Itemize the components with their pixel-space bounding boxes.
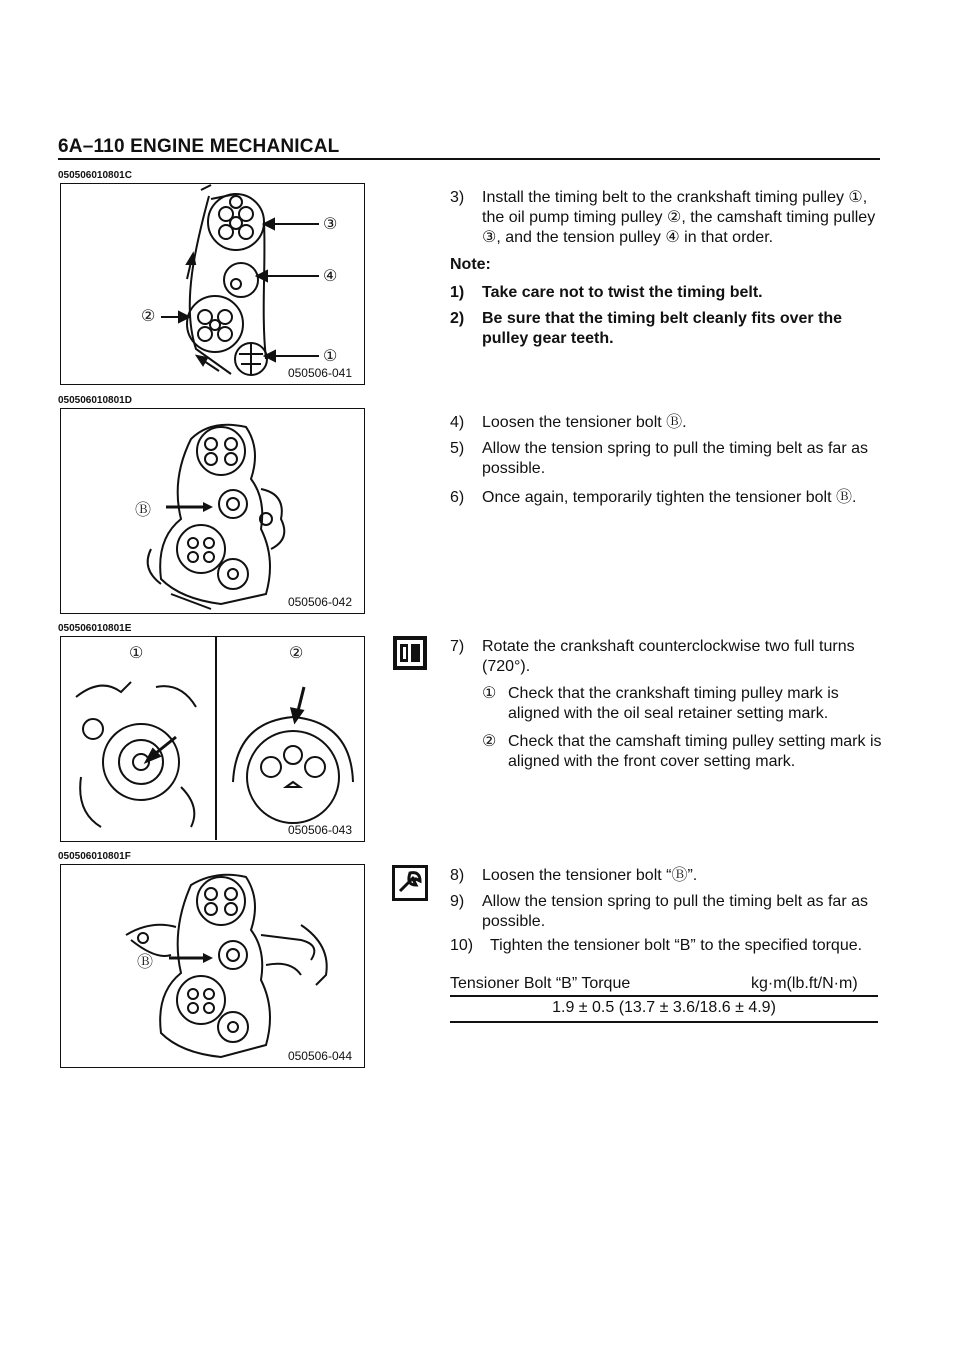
check-text: Check that the crankshaft timing pulley mark is aligned with the oil seal retainer setting mark. [508, 685, 839, 722]
step-4 [450, 413, 882, 433]
figure-number: 050506-044 [287, 1049, 352, 1063]
figure-timing-belt-routing [60, 183, 365, 385]
torque-spec-value: 1.9 ± 0.5 (13.7 ± 3.6/18.6 ± 4.9) [552, 999, 776, 1016]
step-10 [450, 936, 882, 956]
step-5 [450, 439, 882, 479]
step-text: Install the timing belt to the crankshaft timing pulley ①, the oil pump timing pulley ②, the camshaft timing pulley ③, and the tension pulley ④ in that order. [482, 189, 876, 246]
step-number: 8) [450, 867, 465, 884]
step-number: 6) [450, 489, 465, 506]
callout-2: ② [289, 645, 304, 662]
callout-b: Ⓑ [135, 502, 152, 519]
figure-tensioner-bolt [60, 408, 365, 614]
note-text: Take care not to twist the timing belt. [482, 284, 763, 301]
page-header: 6A–110 ENGINE MECHANICAL [58, 136, 340, 157]
check-mark: ② [482, 733, 497, 750]
step-text: Allow the tension spring to pull the timing belt as far as possible. [482, 440, 868, 477]
check-mark: ① [482, 685, 497, 702]
note-number: 2) [450, 310, 465, 327]
check-text: Check that the camshaft timing pulley setting mark is aligned with the front cover setting mark. [508, 733, 882, 770]
tighten-wrench-icon [392, 865, 428, 901]
header-rule [58, 158, 880, 160]
engine-front-drawing [61, 865, 363, 1066]
step-text: Loosen the tensioner bolt “Ⓑ”. [482, 867, 698, 884]
step-number: 5) [450, 440, 465, 457]
callout-2: ② [141, 308, 156, 325]
step-7 [450, 637, 882, 677]
step-text: Loosen the tensioner bolt Ⓑ. [482, 414, 687, 431]
inspect-icon [392, 635, 428, 671]
figure-tensioner-final [60, 864, 365, 1068]
step-6 [450, 488, 882, 508]
step-number: 9) [450, 893, 465, 910]
figure-number: 050506-041 [287, 366, 352, 380]
timing-marks-drawing [61, 637, 363, 840]
step-text: Rotate the crankshaft counterclockwise two full turns (720°). [482, 638, 855, 675]
figure-code: 050506010801C [58, 170, 132, 181]
figure-number: 050506-042 [287, 595, 352, 609]
torque-spec-label: Tensioner Bolt “B” Torque [450, 975, 631, 992]
callout-4: ④ [323, 268, 338, 285]
step-number: 10) [450, 937, 474, 954]
check-2 [482, 732, 882, 772]
torque-table-rule [450, 995, 878, 997]
figure-number: 050506-043 [287, 823, 352, 837]
step-3 [450, 188, 882, 248]
step-number: 3) [450, 189, 465, 206]
figure-code: 050506010801E [58, 623, 132, 634]
step-number: 7) [450, 638, 465, 655]
step-text: Once again, temporarily tighten the tensioner bolt Ⓑ. [482, 489, 857, 506]
callout-b: Ⓑ [137, 954, 154, 971]
torque-spec-unit: kg·m(lb.ft/N·m) [751, 975, 858, 992]
figure-timing-marks [60, 636, 365, 842]
timing-belt-routing-drawing [61, 184, 363, 383]
callout-1: ① [129, 645, 144, 662]
note-2 [450, 309, 882, 349]
note-title: Note: [450, 256, 491, 273]
step-8 [450, 866, 882, 886]
figure-code: 050506010801F [58, 851, 131, 862]
figure-code: 050506010801D [58, 395, 132, 406]
engine-front-drawing [61, 409, 363, 612]
note-text: Be sure that the timing belt cleanly fits over the pulley gear teeth. [482, 310, 843, 347]
step-number: 4) [450, 414, 465, 431]
step-9 [450, 892, 882, 932]
note-1 [450, 283, 882, 303]
step-text: Tighten the tensioner bolt “B” to the specified torque. [490, 937, 863, 954]
check-1 [482, 684, 882, 724]
callout-3: ③ [323, 216, 338, 233]
torque-table-rule [450, 1021, 878, 1023]
callout-1: ① [323, 348, 338, 365]
note-number: 1) [450, 284, 465, 301]
step-text: Allow the tension spring to pull the timing belt as far as possible. [482, 893, 868, 930]
